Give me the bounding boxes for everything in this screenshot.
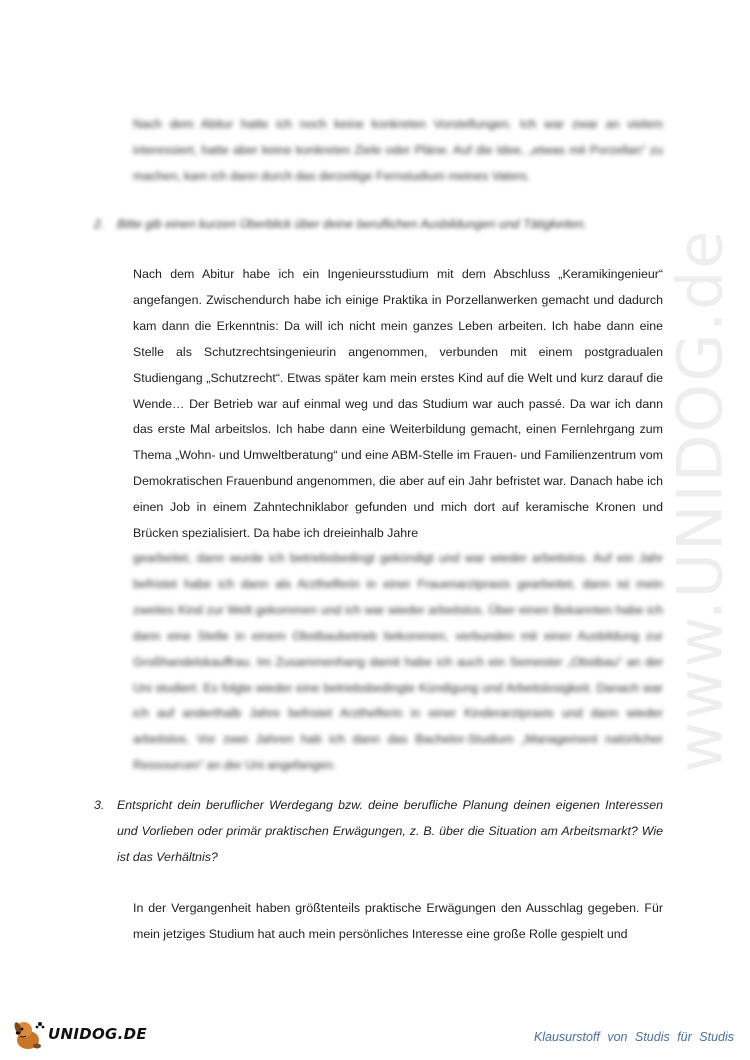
watermark-text: www.UNIDOG.de bbox=[663, 228, 737, 772]
question-2-number: 2. bbox=[94, 217, 105, 231]
question-3-text: Entspricht dein beruflicher Werdegang bzw. deine berufliche Planung deinen eigenen Interessen und Vorlieben oder primär praktischen Erwägungen, z. B. über die Situation am Arbeitsmarkt? Wie ist das Verhältnis? bbox=[117, 798, 663, 864]
question-2-text: Bitte gib einen kurzen Überblick über deine beruflichen Ausbildungen und Tätigkeiten. bbox=[117, 217, 587, 231]
unidog-logo[interactable] bbox=[10, 1016, 160, 1052]
answer-2-blurred: gearbeitet, dann wurde ich betriebsbedingt gekündigt und war wieder arbeitslos. Auf ein Jahr befristet habe ich dann als Arzthelferin in einer Frauenarztpraxis gearbeitet, dann ist mein zweites Kind zur Welt gekommen und ich war wieder arbeitslos. Über einen Bekannten habe ich dann eine Stelle in einem Obstbaubetrieb bekommen, verbunden mit einer Ausbildung zur Großhandelskauffrau. Im Zusammenhang damit habe ich auch ein Semester „Obstbau“ an der Uni studiert. Es folgte wieder eine betriebsbedingte Kündigung und Arbeitslosigkeit. Danach war ich auf anderthalb Jahre befristet Arzthelferin in einer Kinderarztpraxis und dann wieder arbeitslos. Vor zwei Jahren hab ich dann das Bachelor-Studium „Management natürlicher Ressourcen“ an der Uni angefangen. bbox=[133, 551, 663, 773]
watermark bbox=[655, 228, 745, 772]
answer-2-visible: Nach dem Abitur habe ich ein Ingenieursstudium mit dem Abschluss „Keramikingenieur“ angefangen. Zwischendurch habe ich einige Praktika in Porzellanwerken gemacht und dadurch kam dann die Erkenntnis: Da will ich nicht mein ganzes Leben arbeiten. Ich habe dann eine Stelle als Schutzrechtsingenieurin angenommen, verbunden mit einem postgradualen Studiengang „Schutzrecht“. Etwas später kam mein erstes Kind auf die Welt und kurz darauf die Wende… Der Betrieb war auf einmal weg und das Studium war auch passé. Da war ich dann das erste Mal arbeitslos. Ich habe dann eine Weiterbildung gemacht, einen Fernlehrgang zum Thema „Wohn- und Umweltberatung“ und eine ABM-Stelle im Frauen- und Familienzentrum vom Demokratischen Frauenbund angenommen, die aber auf ein Jahr befristet war. Danach habe ich einen Job in einem Zahntechniklabor gefunden und mich dort auf keramische Kronen und Brücken spezialisiert. Da habe ich dreieinhalb Jahre bbox=[133, 267, 663, 541]
dog-mascot-icon bbox=[10, 1016, 46, 1052]
logo-text: UNIDOG.DE bbox=[48, 1025, 147, 1043]
answer-3-paragraph: In der Vergangenheit haben größtenteils praktische Erwägungen den Ausschlag gegeben. Für mein jetziges Studium hat auch mein persönliches Interesse eine große Rolle gespielt und bbox=[133, 901, 663, 941]
question-3-number: 3. bbox=[94, 798, 105, 812]
footer-slogan: Klausurstoff von Studis für Studis bbox=[533, 1030, 734, 1044]
intro-paragraph-blurred: Nach dem Abitur hatte ich noch keine konkreten Vorstellungen. Ich war zwar an vielem interessiert, hatte aber keine konkreten Ziele oder Pläne. Auf die Idee, „etwas mit Porzellan“ zu machen, kam ich dann durch das derzeitige Fernstudium meines Vaters. bbox=[133, 117, 663, 183]
